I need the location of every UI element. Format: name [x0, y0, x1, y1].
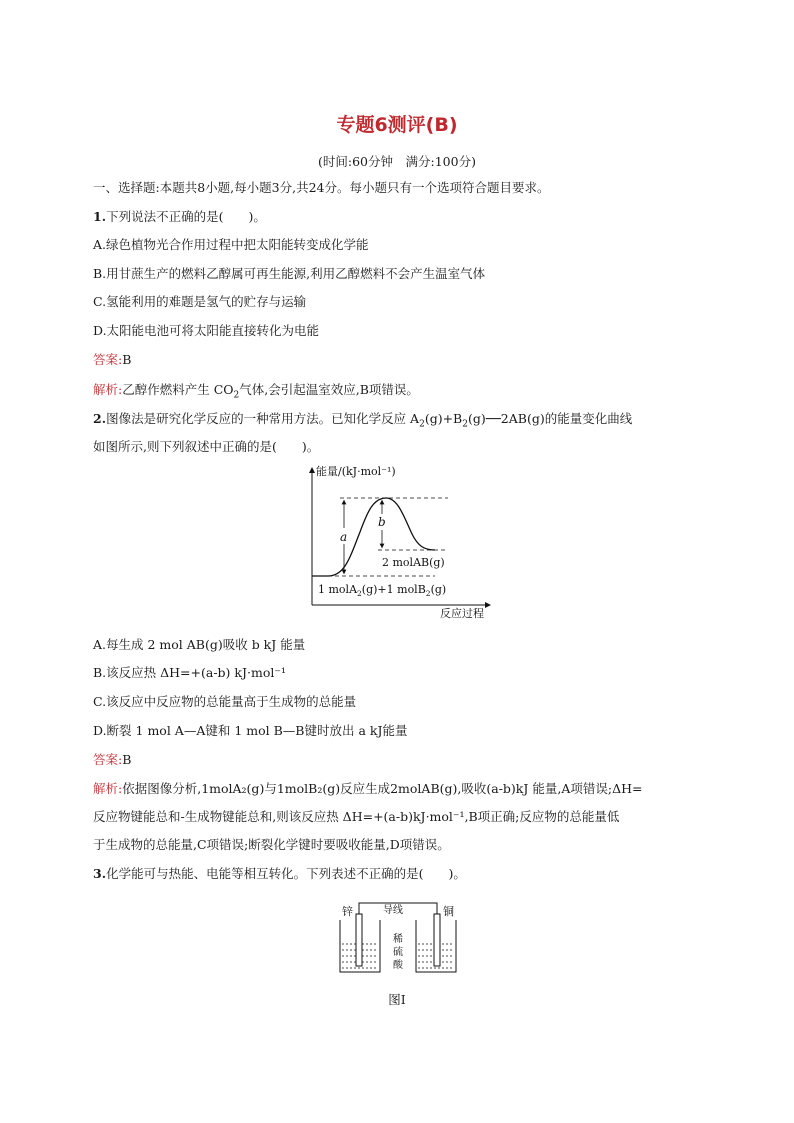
reactant-label: 1 molA$_2$(g)+1 molB$_2$(g) — [318, 583, 447, 598]
q1-text: 下列说法不正确的是( )。 — [106, 209, 266, 224]
galvanic-cell-figure — [330, 898, 470, 980]
copper-label: 铜 — [443, 905, 454, 918]
q2-answer-label: 答案: — [93, 752, 123, 767]
zinc-electrode — [356, 914, 362, 966]
q2-stem-line1 — [93, 409, 713, 435]
q2-number: 2. — [93, 411, 107, 426]
q1-analysis — [93, 380, 713, 406]
q1-option-b: B.用甘蔗生产的燃料乙醇属可再生能源,利用乙醇燃料不会产生温室气体 — [93, 266, 486, 281]
q1-number: 1. — [93, 209, 107, 224]
q2-sub-a: 2 — [419, 419, 425, 430]
q1-analysis-text-a: 乙醇作燃料产生 CO — [122, 382, 234, 397]
q2-answer — [93, 750, 713, 770]
label-a: a — [340, 530, 348, 544]
q2-stem-c: (g)──2AB(g)的能量变化曲线 — [467, 411, 633, 426]
q3-stem — [93, 864, 713, 884]
q1-option-a: A.绿色植物光合作用过程中把太阳能转变成化学能 — [93, 237, 369, 252]
zinc-label: 锌 — [342, 905, 353, 918]
q2-option-c: C.该反应中反应物的总能量高于生成物的总能量 — [93, 694, 357, 709]
acid-label-1: 稀 — [393, 934, 403, 945]
figure-caption: 图Ⅰ — [388, 992, 406, 1007]
q2-stem-a: 图像法是研究化学反应的一种常用方法。已知化学反应 A — [106, 411, 420, 426]
q2-option-d: D.断裂 1 mol A—A键和 1 mol B—B键时放出 a kJ能量 — [93, 723, 408, 738]
q2-analysis-label: 解析: — [93, 781, 123, 796]
q1-stem — [93, 207, 713, 227]
q2-analysis-text1: 依据图像分析,1molA₂(g)与1molB₂(g)反应生成2molAB(g),吸收(a-b)kJ 能量,A项错误;ΔH= — [122, 781, 643, 796]
exam-info: (时间:60分钟 满分:100分) — [318, 154, 476, 169]
acid-label-2: 硫 — [393, 947, 403, 958]
x-axis-label: 反应过程 — [440, 607, 484, 620]
q2-sub-b: 2 — [462, 419, 468, 430]
q2-analysis-line3: 于生成物的总能量,C项错误;断裂化学键时要吸收能量,D项错误。 — [93, 837, 450, 852]
acid-label-3: 酸 — [393, 960, 403, 971]
q1-option-d: D.太阳能电池可将太阳能直接转化为电能 — [93, 323, 320, 338]
q2-stem-b: (g)+B — [424, 411, 463, 426]
q3-text: 化学能可与热能、电能等相互转化。下列表述不正确的是( )。 — [106, 866, 466, 881]
product-label: 2 molAB(g) — [382, 556, 445, 569]
page-title: 专题6测评(B) — [336, 114, 458, 136]
wire-label: 导线 — [383, 905, 403, 916]
q2-stem-line2: 如图所示,则下列叙述中正确的是( )。 — [93, 439, 320, 454]
q1-answer — [93, 350, 713, 370]
q1-analysis-sub: 2 — [233, 390, 240, 401]
q2-analysis-line2: 反应物键能总和-生成物键能总和,则该反应热 ΔH=+(a-b)kJ·mol⁻¹,B项正确;反应物的总能量低 — [93, 809, 620, 824]
q2-analysis-line1 — [93, 779, 713, 799]
q1-analysis-text-b: 气体,会引起温室效应,B项错误。 — [239, 382, 419, 397]
q2-option-a: A.每生成 2 mol AB(g)吸收 b kJ 能量 — [93, 637, 306, 652]
q2-option-b: B.该反应热 ΔH=+(a-b) kJ·mol⁻¹ — [93, 665, 286, 680]
q1-answer-label: 答案: — [93, 352, 123, 367]
q3-number: 3. — [93, 866, 107, 881]
section-heading: 一、选择题:本题共8小题,每小题3分,共24分。每小题只有一个选项符合题目要求。 — [93, 180, 550, 195]
q2-answer-value: B — [122, 752, 132, 767]
label-b: b — [378, 515, 386, 529]
q1-option-c: C.氢能利用的难题是氢气的贮存与运输 — [93, 294, 307, 309]
y-axis-label: 能量/(kJ·mol⁻¹) — [316, 465, 396, 478]
q1-answer-value: B — [122, 352, 132, 367]
copper-electrode — [434, 914, 440, 966]
q1-analysis-label: 解析: — [93, 382, 123, 397]
energy-diagram — [300, 462, 500, 627]
